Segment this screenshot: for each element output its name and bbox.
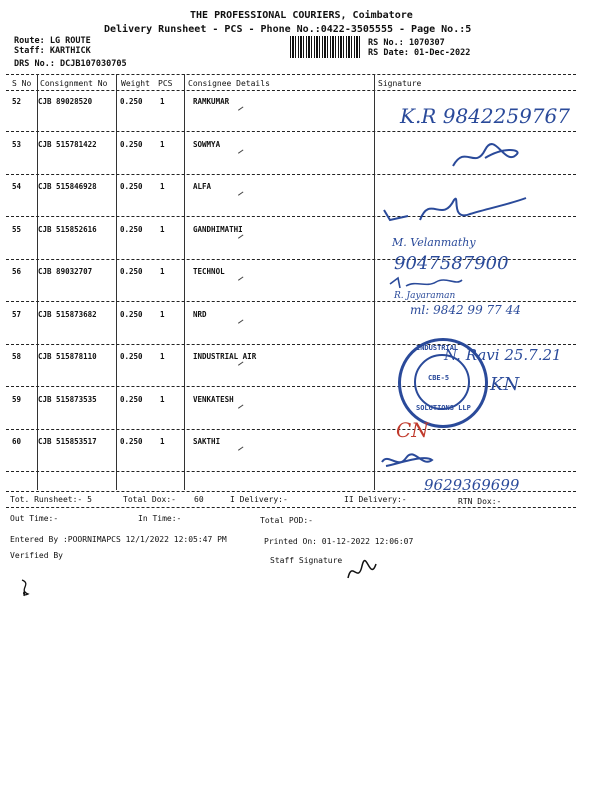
pen-tick	[238, 319, 244, 324]
stamp-text: CBE-5	[428, 374, 450, 382]
tot-runsheet: Tot. Runsheet:- 5	[10, 495, 92, 504]
col-sno: S No	[12, 79, 32, 88]
row-sno: 56	[12, 267, 22, 276]
row-rule	[6, 429, 576, 430]
row-consignee: NRD	[193, 309, 207, 319]
col-consignee: Consignee Details	[188, 79, 270, 88]
handwritten-phone: ml: 9842 99 77 44	[410, 303, 521, 317]
stamp-text: SOLUTIONS LLP	[416, 404, 471, 412]
row-consignee: ALFA	[193, 182, 212, 191]
col-signature: Signature	[378, 79, 422, 88]
col-consignment: Consignment No	[40, 79, 108, 88]
row-rule	[6, 344, 576, 345]
handwritten-name: R. Jayaraman	[394, 291, 456, 301]
row-sno: 55	[12, 224, 22, 234]
row-rule	[6, 301, 576, 302]
summary-rule	[6, 507, 576, 508]
row-consignment: CJB 515853517	[38, 437, 97, 446]
verified-scribble	[16, 576, 36, 600]
rtn-dox: RTN Dox:-	[458, 497, 502, 506]
row-consignment: CJB 89032707	[38, 267, 93, 276]
i-delivery: I Delivery:-	[230, 495, 288, 504]
total-dox-label: Total Dox:-	[123, 495, 176, 504]
pen-tick	[238, 404, 244, 409]
row-consignee: GANDHIMATHI	[193, 224, 243, 234]
row-weight: 0.250	[120, 437, 143, 446]
pen-tick	[238, 106, 244, 111]
company-name: THE PROFESSIONAL COURIERS, Coimbatore	[190, 10, 413, 21]
runsheet-title: Delivery Runsheet - PCS - Phone No.:0422-3505555 - Page No.:5	[104, 24, 472, 35]
row-consignment: CJB 515781422	[38, 139, 97, 149]
out-time: Out Time:-	[10, 514, 59, 523]
entered-by: Entered By :POORNIMAPCS 12/1/2022 12:05:47 PM	[10, 535, 227, 544]
handwritten-initials: KN	[490, 374, 520, 395]
signature-scribble	[380, 190, 530, 230]
row-sno: 54	[12, 182, 22, 191]
row-pcs: 1	[160, 394, 165, 404]
row-consignment: CJB 89028520	[38, 97, 93, 106]
row-weight: 0.250	[120, 97, 143, 106]
row-pcs: 1	[160, 309, 165, 319]
row-consignee: SAKTHI	[193, 437, 221, 446]
handwritten-name: M. Velanmathy	[392, 236, 476, 249]
row-weight: 0.250	[120, 182, 143, 191]
printed-on: Printed On: 01-12-2022 12:06:07	[264, 537, 414, 546]
row-sno: 58	[12, 352, 22, 361]
row-rule	[6, 131, 576, 132]
row-weight: 0.250	[120, 352, 143, 361]
pen-tick	[238, 276, 244, 281]
pen-tick	[238, 149, 244, 154]
row-consignment: CJB 515852616	[38, 224, 97, 234]
total-pod: Total POD:-	[260, 516, 313, 525]
handwritten-initials: CN	[396, 418, 429, 442]
pen-tick	[238, 234, 244, 239]
pen-tick	[238, 361, 244, 366]
route: Route: LG ROUTE	[14, 36, 91, 46]
signature-scribble	[386, 274, 466, 292]
staff: Staff: KARTHICK	[14, 46, 91, 56]
handwritten-phone: K.R 9842259767	[400, 104, 570, 128]
row-pcs: 1	[160, 224, 165, 234]
row-weight: 0.250	[120, 139, 143, 149]
row-pcs: 1	[160, 182, 165, 191]
row-pcs: 1	[160, 97, 165, 106]
row-pcs: 1	[160, 267, 165, 276]
verified-by: Verified By	[10, 551, 63, 560]
signature-scribble	[445, 140, 525, 174]
pen-tick	[238, 191, 244, 196]
pen-tick	[238, 446, 244, 451]
row-pcs: 1	[160, 352, 165, 361]
rs-date: RS Date: 01-Dec-2022	[368, 48, 471, 58]
row-consignment: CJB 515846928	[38, 182, 97, 191]
ii-delivery: II Delivery:-	[344, 495, 407, 504]
row-rule	[6, 471, 576, 472]
staff-signature-scribble	[344, 556, 380, 586]
signature-scribble	[378, 450, 438, 472]
row-consignment: CJB 515878110	[38, 352, 97, 361]
in-time: In Time:-	[138, 514, 182, 523]
drs-number: DRS No.: DCJB107030705	[14, 59, 127, 69]
handwritten-phone: 9629369699	[424, 476, 520, 494]
row-pcs: 1	[160, 139, 165, 149]
row-sno: 53	[12, 139, 22, 149]
total-dox-value: 60	[194, 495, 204, 504]
row-weight: 0.250	[120, 267, 143, 276]
staff-signature-label: Staff Signature	[270, 556, 343, 565]
row-consignee: SOWMYA	[193, 139, 221, 149]
row-sno: 60	[12, 437, 22, 446]
row-sno: 57	[12, 309, 22, 319]
row-weight: 0.250	[120, 394, 143, 404]
rs-number: RS No.: 1070307	[368, 38, 445, 48]
row-weight: 0.250	[120, 309, 143, 319]
table-header-rule	[6, 90, 576, 91]
stamp-text: INDUSTRIAL	[416, 344, 459, 352]
col-pcs: PCS	[158, 79, 173, 88]
barcode	[290, 36, 362, 58]
summary-rule	[6, 491, 576, 492]
handwritten-phone: 9047587900	[394, 253, 509, 274]
row-consignee: RAMKUMAR	[193, 97, 230, 106]
table-top-rule	[6, 74, 576, 75]
row-weight: 0.250	[120, 224, 143, 234]
row-consignment: CJB 515873535	[38, 394, 97, 404]
row-consignee: VENKATESH	[193, 394, 234, 404]
row-consignee: INDUSTRIAL AIR	[193, 352, 257, 361]
row-consignee: TECHNOL	[193, 267, 225, 276]
row-pcs: 1	[160, 437, 165, 446]
row-sno: 52	[12, 97, 22, 106]
row-sno: 59	[12, 394, 22, 404]
row-consignment: CJB 515873682	[38, 309, 97, 319]
col-weight: Weight	[121, 79, 150, 88]
handwritten-note: N. Ravi 25.7.21	[444, 346, 562, 364]
